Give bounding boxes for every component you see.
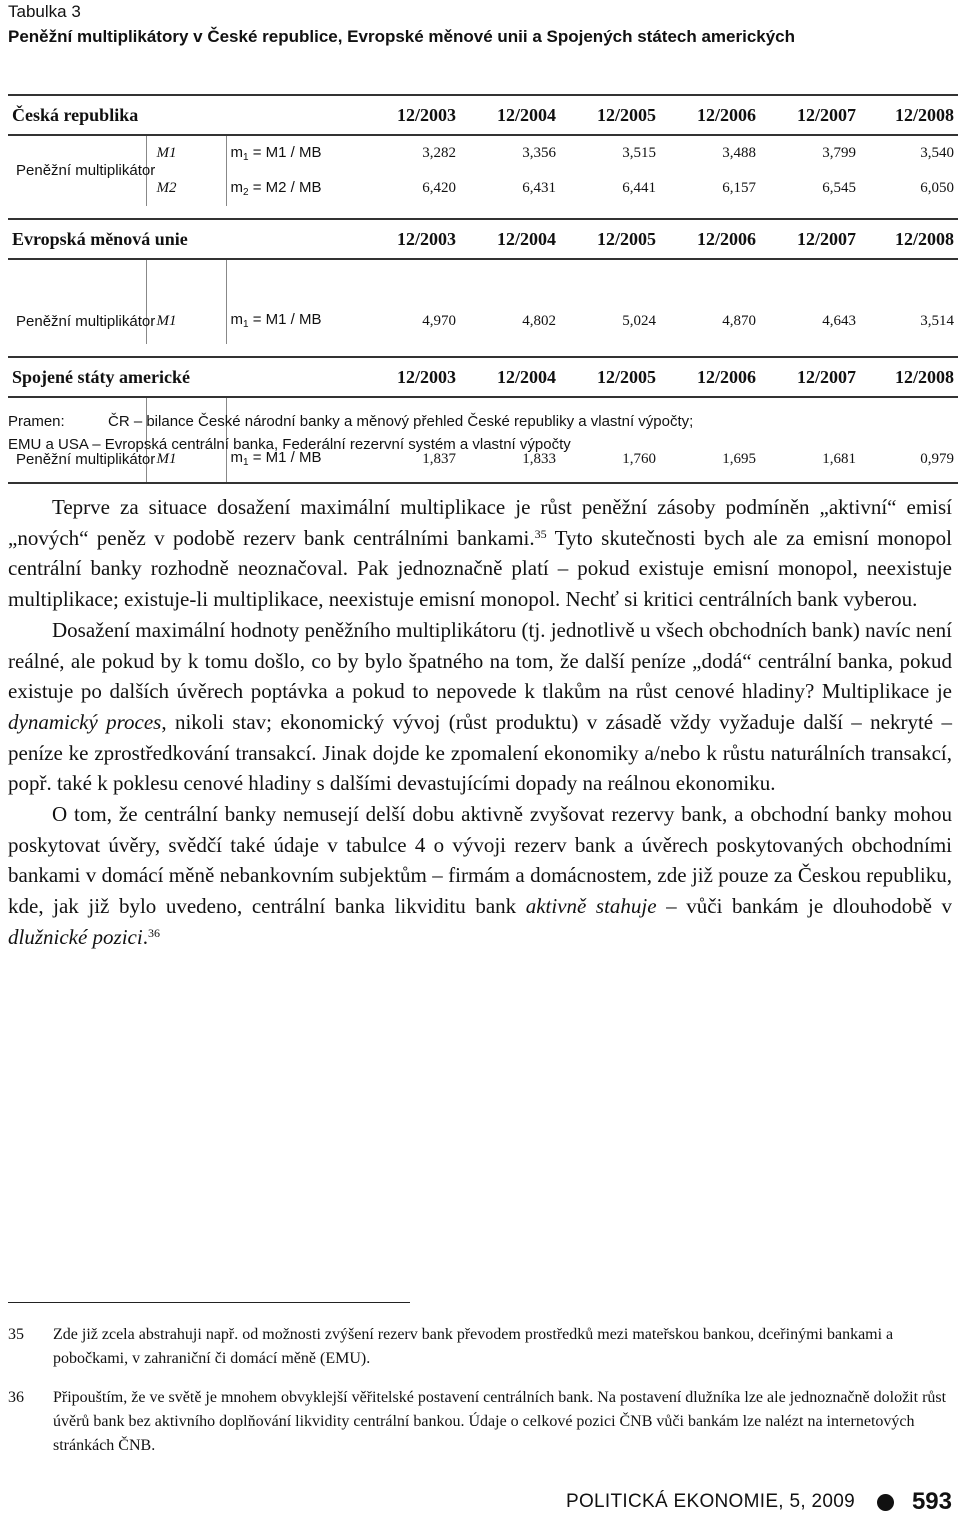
body-text <box>8 492 952 953</box>
section-header-row <box>8 357 958 397</box>
value-cell: 3,282 <box>422 144 456 161</box>
footnote-ref: 36 <box>147 925 160 940</box>
table-source-note <box>8 410 693 456</box>
paragraph: Dosažení maximální hodnoty peněžního multiplikátoru (tj. jednotlivě u všech obchodních bank) navíc není reálné, ale pokud by k tomu došlo, co by bylo špatného na tom, že další peníze „dodá“ centrální banka, pokud existuje po dalších úvěrech poptávka a pokud to nepovede k tlakům na růst cenové hladiny? Multiplikace je dynamický proces, nikoli stav; ekonomický vývoj (růst produktu) v zásadě vždy vyžaduje další – nekryté – peníze ke zprostředkování transakcí. Jinak dojde ke zpomalení ekonomiky a/nebo k růstu naturálních transakcí, popř. také k poklesu cenové hladiny s dalšími devastujícími dopady na reálnou ekonomiku. <box>8 617 952 796</box>
value-cell: 1,837 <box>362 397 460 483</box>
year-header: 12/2006 <box>660 219 760 259</box>
year-header: 12/2008 <box>860 357 958 397</box>
value-cell: 4,802 <box>522 313 556 329</box>
year-header: 12/2005 <box>560 357 660 397</box>
footnote-number: 35 <box>8 1326 24 1343</box>
section-name: Spojené státy americké <box>8 357 362 397</box>
footnote-number: 36 <box>8 1389 24 1406</box>
value-cell: 4,643 <box>822 313 856 329</box>
year-header: 12/2008 <box>860 95 958 135</box>
value-cell: 6,431 <box>522 179 556 196</box>
source-label: Pramen: <box>8 413 65 430</box>
paragraph: Teprve za situace dosažení maximální multiplikace je růst peněžní zásoby podmíněn „aktivní“ emisí „nových“ peněz v podobě rezerv bank centrálními bankami.$^{35}$ Tyto skutečnosti bych ale za emisní monopol centrální banky rozhodně neoznačoval. Pak jednoznačně platí – pokud existuje emisní monopol, neexistuje multiplikace; existuje-li multiplikace, neexistuje emisní monopol. Nechť si kritici centrálních bank vyberou. <box>8 495 952 612</box>
year-header: 12/2007 <box>760 357 860 397</box>
paragraph: O tom, že centrální banky nemusejí delší dobu aktivně zvyšovat rezervy bank, a obchodní banky mohou poskytovat úvěry, svědčí také údaje v tabulce 4 o vývoji rezerv bank a úvěrech poskytovaných obchodními bankami v domácí měně nebankovním subjektům – firmám a domácnostem, zde již pouze za Českou republiku, kde, jak již bylo uvedeno, centrální banka likviditu bank aktivně stahuje – vůči bankám je dlouhodobě v dlužnické pozici.$^{36}$ <box>8 802 952 949</box>
value-cell: 1,833 <box>460 397 560 483</box>
value-cell: 3,356 <box>522 144 556 161</box>
section-header-row <box>8 95 958 135</box>
year-header: 12/2005 <box>560 95 660 135</box>
source-line: EMU a USA – Evropská centrální banka, Federální rezervní systém a vlastní výpočty <box>8 436 571 453</box>
value-cell: 6,050 <box>920 179 954 196</box>
formula-cell: $m_1 = M1$ / MB <box>230 311 322 330</box>
section-name: Česká republika <box>8 95 362 135</box>
year-header: 12/2004 <box>460 95 560 135</box>
year-header: 12/2008 <box>860 219 958 259</box>
value-cell: 6,441 <box>622 179 656 196</box>
row-group-label: Peněžní multiplikátor <box>8 397 146 483</box>
year-header: 12/2003 <box>362 95 460 135</box>
value-cell: 5,024 <box>622 313 656 329</box>
row-group-label: Peněžní multiplikátor <box>8 259 146 344</box>
value-cell: 6,420 <box>422 179 456 196</box>
value-cell: 3,514 <box>920 313 954 329</box>
table-row <box>8 135 958 170</box>
page-footer <box>566 1482 952 1522</box>
aggregate-label: M1 <box>146 259 226 344</box>
aggregate-label: M2 <box>146 170 226 206</box>
formula-cell: $m_1 = M1$ / MB <box>226 397 362 483</box>
section-name: Evropská měnová unie <box>8 219 362 259</box>
year-header: 12/2007 <box>760 95 860 135</box>
value-cell: 4,870 <box>722 313 756 329</box>
table-caption-label: Tabulka 3 <box>8 2 81 21</box>
aggregate-label: M1 <box>146 397 226 483</box>
bullet-dot-icon <box>877 1494 894 1511</box>
value-cell: 3,488 <box>722 144 756 161</box>
footnote-text: Připouštím, že ve světě je mnohem obvyklejší věřitelské postavení centrálních bank. Na postavení dlužníka lze ale jednoznačně doložit růst úvěrů bank bez aktivního doplňování likvidity centrální bankou. Údaje o celkové pozici ČNB vůči bankám lze nalézt na internetových stránkách ČNB. <box>53 1389 947 1454</box>
value-cell: 1,760 <box>560 397 660 483</box>
value-cell: 3,540 <box>920 144 954 161</box>
page-number: 593 <box>911 1488 952 1515</box>
formula-cell: $m_1 = M1$ / MB <box>230 143 322 163</box>
value-cell: 3,515 <box>622 144 656 161</box>
year-header: 12/2003 <box>362 357 460 397</box>
year-header: 12/2004 <box>460 357 560 397</box>
value-cell: 1,695 <box>660 397 760 483</box>
year-header: 12/2006 <box>660 357 760 397</box>
value-cell: 1,681 <box>760 397 860 483</box>
aggregate-label: M1 <box>146 135 226 170</box>
year-header: 12/2004 <box>460 219 560 259</box>
value-cell: 4,970 <box>422 313 456 329</box>
value-cell: 6,545 <box>822 179 856 196</box>
row-group-label: Peněžní multiplikátor <box>8 135 146 206</box>
value-cell: 0,979 <box>860 397 958 483</box>
table-caption-title: Peněžní multiplikátory v České republice, Evropské měnové unii a Spojených státech amerických <box>8 27 796 46</box>
year-header: 12/2003 <box>362 219 460 259</box>
year-header: 12/2007 <box>760 219 860 259</box>
journal-name: POLITICKÁ EKONOMIE, 5, 2009 <box>565 1491 855 1512</box>
footnote-divider <box>8 1302 410 1303</box>
footnote-ref: 35 <box>534 526 547 541</box>
source-line: ČR – bilance České národní banky a měnový přehled České republiky a vlastní výpočty; <box>108 413 694 430</box>
section-header-row <box>8 219 958 259</box>
formula-cell: $m_2 = M2$ / MB <box>230 178 322 198</box>
year-header: 12/2005 <box>560 219 660 259</box>
table-row <box>8 259 958 344</box>
year-header: 12/2006 <box>660 95 760 135</box>
value-cell: 3,799 <box>822 144 856 161</box>
value-cell: 6,157 <box>722 179 756 196</box>
footnote-text: Zde již zcela abstrahuji např. od možnosti zvýšení rezerv bank převodem prostředků mezi mateřskou bankou, dceřinými bankami a pobočkami, v zahraniční či domácí měně (EMU). <box>53 1326 894 1367</box>
